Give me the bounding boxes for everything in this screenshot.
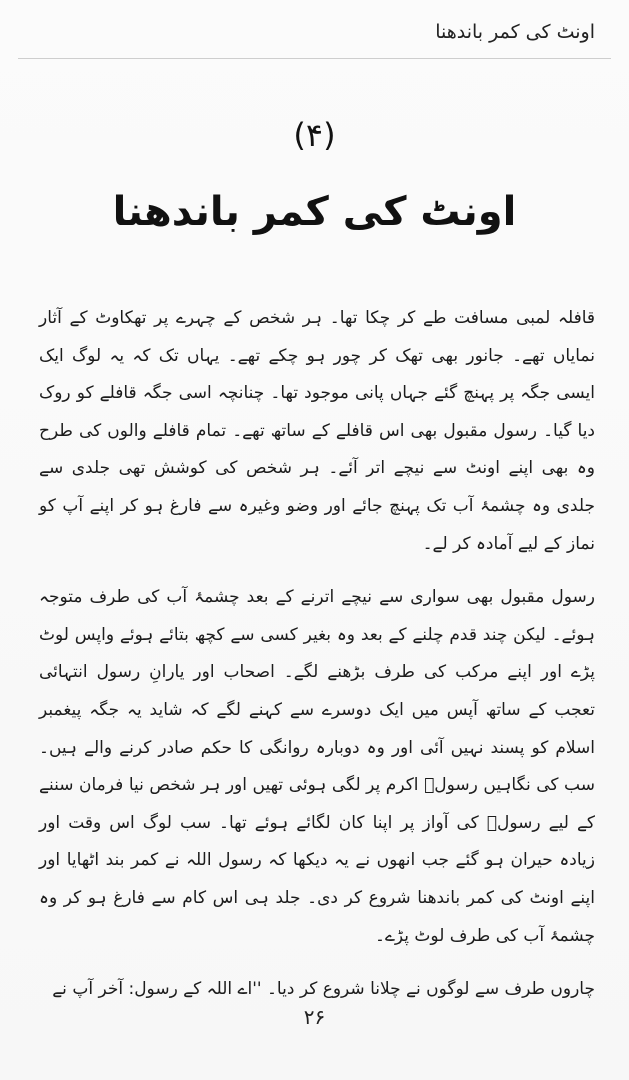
paragraph: رسول مقبول بھی سواری سے نیچے اترنے کے بعد چشمۂ آب کی طرف متوجہ ہوئے۔ لیکن چند قدم چلنے کے بعد وہ بغیر کسی سے کچھ بتائے ہوئے واپس لوٹ پڑے اور اپنے مرکب کی طرف بڑھنے لگے۔ اصحاب اور یارانِ رسول انتہائی تعجب کے ساتھ آپس میں ایک دوسرے سے کہنے لگے کہ شاید یہ جگہ پیغمبر اسلام کو پسند نہیں آئی اور وہ دوبارہ روانگی کا حکم صادر کرنے والے ہیں۔ سب کی نگاہیں رسولؐ اکرم پر لگی ہوئی تھیں اور ہر شخص نیا فرمان سننے کے لیے رسولؐ کی آواز پر اپنا کان لگائے ہوئے تھا۔ سب لوگ اس وقت اور زیادہ حیران ہو گئے جب انھوں نے یہ دیکھا کہ رسول اللہ نے کمر بند اٹھایا اور اپنے اونٹ کی کمر باندھنا شروع کر دی۔ جلد ہی اس کام سے فارغ ہو کر وہ چشمۂ آب کی طرف لوٹ پڑے۔ <box>39 587 595 946</box>
body-text <box>39 300 595 1009</box>
running-header: اونٹ کی کمر باندھنا <box>435 21 595 43</box>
paragraph: قافلہ لمبی مسافت طے کر چکا تھا۔ ہر شخص کے چہرے پر تھکاوٹ کے آثار نمایاں تھے۔ جانور بھی تھک کر چور ہو چکے تھے۔ یہاں تک کہ یہ لوگ ایک ایسی جگہ پر پہنچ گئے جہاں پانی موجود تھا۔ چنانچہ اسی جگہ قافلے کو روک دیا گیا۔ رسول مقبول بھی اس قافلے کے ساتھ تھے۔ تمام قافلے والوں کی طرح وہ بھی اپنے اونٹ سے نیچے اتر آئے۔ ہر شخص کی کوشش تھی جلدی سے جلدی وہ چشمۂ آب تک پہنچ جائے اور وضو وغیرہ سے فارغ ہو کر اپنے آپ کو نماز کے لیے آمادہ کر لے۔ <box>39 308 595 554</box>
header-divider <box>18 58 611 59</box>
paragraph: چاروں طرف سے لوگوں نے چلانا شروع کر دیا۔ ''اے اللہ کے رسول: آخر آپ نے <box>52 979 595 1000</box>
chapter-number: (۴) <box>293 116 336 154</box>
page-number: ۲۶ <box>303 1005 326 1029</box>
chapter-title: اونٹ کی کمر باندھنا <box>112 189 517 235</box>
